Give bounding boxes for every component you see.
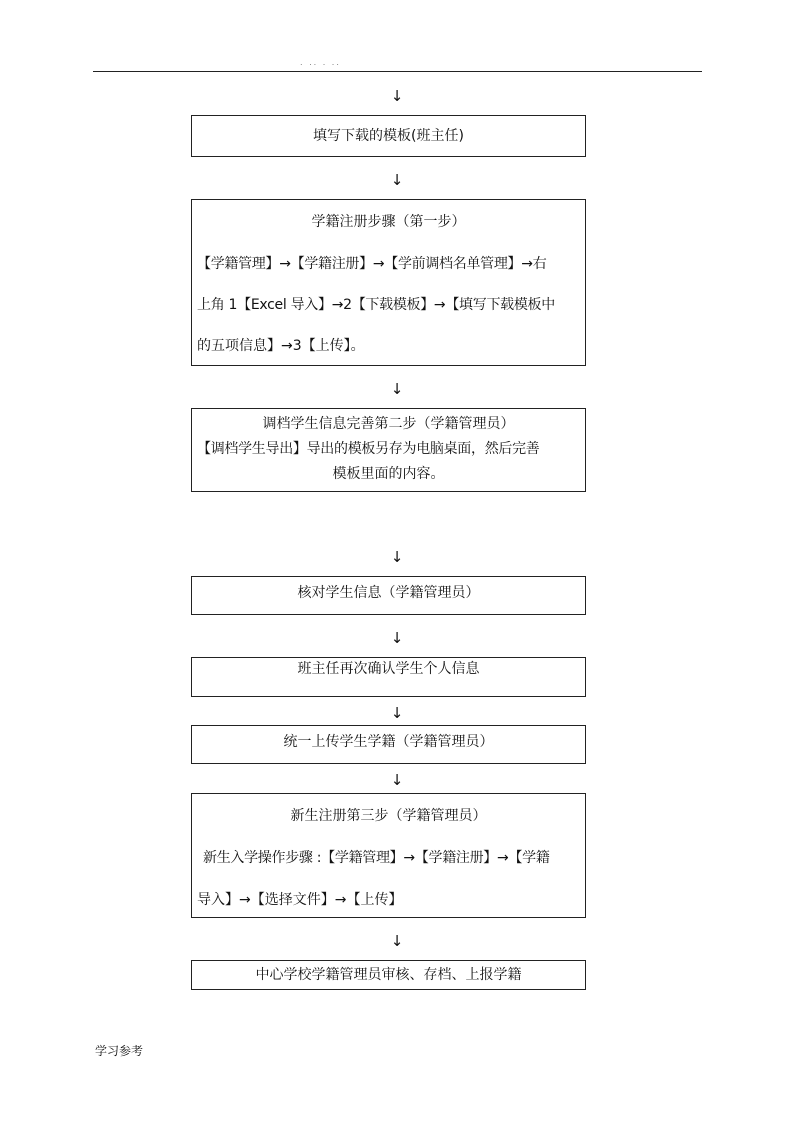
footer-label: 学习参考 [95,1044,144,1058]
step-box-verify [191,576,586,615]
step-line: 【学籍管理】→【学籍注册】→【学前调档名单管理】→右 [197,256,547,272]
down-arrow-icon: ↓ [390,771,404,789]
step-title: 中心学校学籍管理员审核、存档、上报学籍 [255,967,522,983]
step-line: 的五项信息】→3【上传】。 [197,338,365,354]
down-arrow-icon: ↓ [390,629,404,647]
header-rule [93,71,702,72]
down-arrow-icon: ↓ [390,380,404,398]
step-title: 核对学生信息（学籍管理员） [297,585,480,601]
step-title: 统一上传学生学籍（学籍管理员） [283,734,494,750]
step-box-final-review [191,960,586,990]
step-box-new-student-third [191,793,586,918]
down-arrow-icon: ↓ [390,932,404,950]
step-box-template-fill [191,115,586,157]
step-line: 【调档学生导出】导出的模板另存为电脑桌面，然后完善 [197,441,540,457]
step-title: 新生注册第三步（学籍管理员） [290,808,487,824]
down-arrow-icon: ↓ [390,548,404,566]
header-dots: . .. . .. [300,58,341,67]
down-arrow-icon: ↓ [390,87,404,105]
down-arrow-icon: ↓ [390,171,404,189]
step-box-register-first [191,199,586,366]
step-box-upload [191,725,586,764]
step-title: 填写下载的模板(班主任) [313,128,464,144]
step-line: 上角 1【Excel 导入】→2【下载模板】→【填写下载模板中 [197,297,555,313]
step-line: 模板里面的内容。 [332,466,445,482]
step-box-transfer-second [191,408,586,492]
down-arrow-icon: ↓ [390,704,404,722]
step-title: 学籍注册步骤（第一步） [311,214,466,230]
step-box-teacher-confirm [191,657,586,697]
step-line: 新生入学操作步骤 :【学籍管理】→【学籍注册】→【学籍 [203,850,550,866]
step-title: 班主任再次确认学生个人信息 [297,661,480,677]
step-title: 调档学生信息完善第二步（学籍管理员） [262,416,515,432]
step-line: 导入】→【选择文件】→【上传】 [197,892,403,908]
